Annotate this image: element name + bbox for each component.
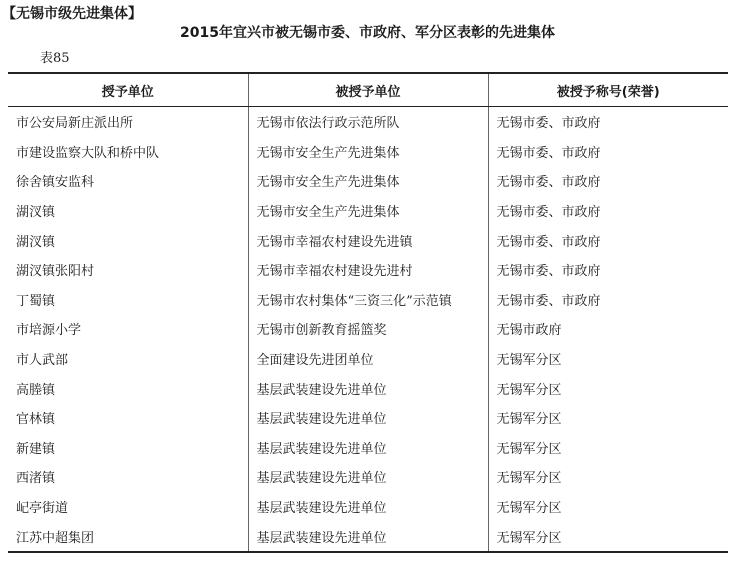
table-row xyxy=(8,314,728,344)
cell-honor-title: 无锡市委、市政府 xyxy=(488,285,728,315)
header-honor-title: 被授予称号(荣誉) xyxy=(488,73,728,107)
table-row xyxy=(8,492,728,522)
cell-honor-title: 无锡市政府 xyxy=(488,314,728,344)
cell-awarded-unit: 基层武装建设先进单位 xyxy=(248,521,488,552)
table-row xyxy=(8,403,728,433)
cell-honor-title: 无锡军分区 xyxy=(488,433,728,463)
table-row xyxy=(8,285,728,315)
page-title: 2015年宜兴市被无锡市委、市政府、军分区表彰的先进集体 xyxy=(180,25,555,41)
cell-awarding-unit: 西渚镇 xyxy=(16,471,56,487)
cell-awarding-unit: 市公安局新庄派出所 xyxy=(16,116,134,132)
table-header-row xyxy=(8,73,728,107)
cell-awarding-unit: 市培源小学 xyxy=(16,323,82,339)
section-tag: 【无锡市级先进集体】 xyxy=(2,6,142,22)
cell-awarding-unit: 江苏中超集团 xyxy=(8,521,248,552)
cell-awarded-unit: 无锡市依法行政示范所队 xyxy=(248,107,488,137)
cell-awarding-unit: 屺亭街道 xyxy=(16,501,69,517)
table-row xyxy=(8,225,728,255)
cell-honor-title: 无锡军分区 xyxy=(488,344,728,374)
table-row xyxy=(8,373,728,403)
table-row xyxy=(8,462,728,492)
cell-awarded-unit: 无锡市安全生产先进集体 xyxy=(248,166,488,196)
cell-awarded-unit: 无锡市农村集体“三资三化”示范镇 xyxy=(248,285,488,315)
cell-awarded-unit: 无锡市幸福农村建设先进村 xyxy=(248,255,488,285)
cell-awarding-unit: 新建镇 xyxy=(16,441,56,457)
cell-awarding-unit: 市建设监察大队和桥中队 xyxy=(16,145,160,161)
cell-awarded-unit: 基层武装建设先进单位 xyxy=(248,433,488,463)
cell-awarding-unit: 高塍镇 xyxy=(16,382,56,398)
cell-honor-title: 无锡军分区 xyxy=(488,492,728,522)
cell-awarded-unit: 基层武装建设先进单位 xyxy=(248,403,488,433)
cell-awarding-unit: 官林镇 xyxy=(16,412,56,428)
table-row xyxy=(8,166,728,196)
table-row xyxy=(8,433,728,463)
cell-awarding-unit: 湖汊镇张阳村 xyxy=(16,264,95,280)
cell-honor-title: 无锡军分区 xyxy=(488,373,728,403)
cell-awarded-unit: 无锡市安全生产先进集体 xyxy=(248,137,488,167)
cell-honor-title: 无锡市委、市政府 xyxy=(488,107,728,137)
cell-honor-title: 无锡军分区 xyxy=(488,403,728,433)
cell-awarded-unit: 基层武装建设先进单位 xyxy=(248,492,488,522)
cell-honor-title: 无锡市委、市政府 xyxy=(488,196,728,226)
cell-awarded-unit: 基层武装建设先进单位 xyxy=(248,373,488,403)
cell-honor-title: 无锡市委、市政府 xyxy=(488,225,728,255)
cell-awarding-unit: 市人武部 xyxy=(16,353,69,369)
header-awarded-unit: 被授予单位 xyxy=(248,73,488,107)
cell-honor-title: 无锡市委、市政府 xyxy=(488,255,728,285)
cell-awarded-unit: 无锡市创新教育摇篮奖 xyxy=(248,314,488,344)
table-row xyxy=(8,196,728,226)
table-row xyxy=(8,521,728,552)
cell-awarding-unit: 湖汊镇 xyxy=(16,205,56,221)
cell-awarded-unit: 无锡市幸福农村建设先进镇 xyxy=(248,225,488,255)
cell-awarding-unit: 湖汊镇 xyxy=(16,234,56,250)
cell-awarded-unit: 全面建设先进团单位 xyxy=(248,344,488,374)
cell-awarded-unit: 基层武装建设先进单位 xyxy=(248,462,488,492)
cell-awarded-unit: 无锡市安全生产先进集体 xyxy=(248,196,488,226)
cell-honor-title: 无锡市委、市政府 xyxy=(488,137,728,167)
table-row xyxy=(8,255,728,285)
cell-awarding-unit: 丁蜀镇 xyxy=(16,293,56,309)
cell-honor-title: 无锡市委、市政府 xyxy=(488,166,728,196)
cell-honor-title: 无锡军分区 xyxy=(488,462,728,492)
table-row xyxy=(8,107,728,137)
table-row xyxy=(8,137,728,167)
cell-awarding-unit: 徐舍镇安监科 xyxy=(16,175,95,191)
cell-honor-title: 无锡军分区 xyxy=(488,521,728,552)
table-number: 表85 xyxy=(40,51,70,66)
header-awarding-unit: 授予单位 xyxy=(8,73,248,107)
awards-table xyxy=(8,72,728,553)
table-row xyxy=(8,344,728,374)
